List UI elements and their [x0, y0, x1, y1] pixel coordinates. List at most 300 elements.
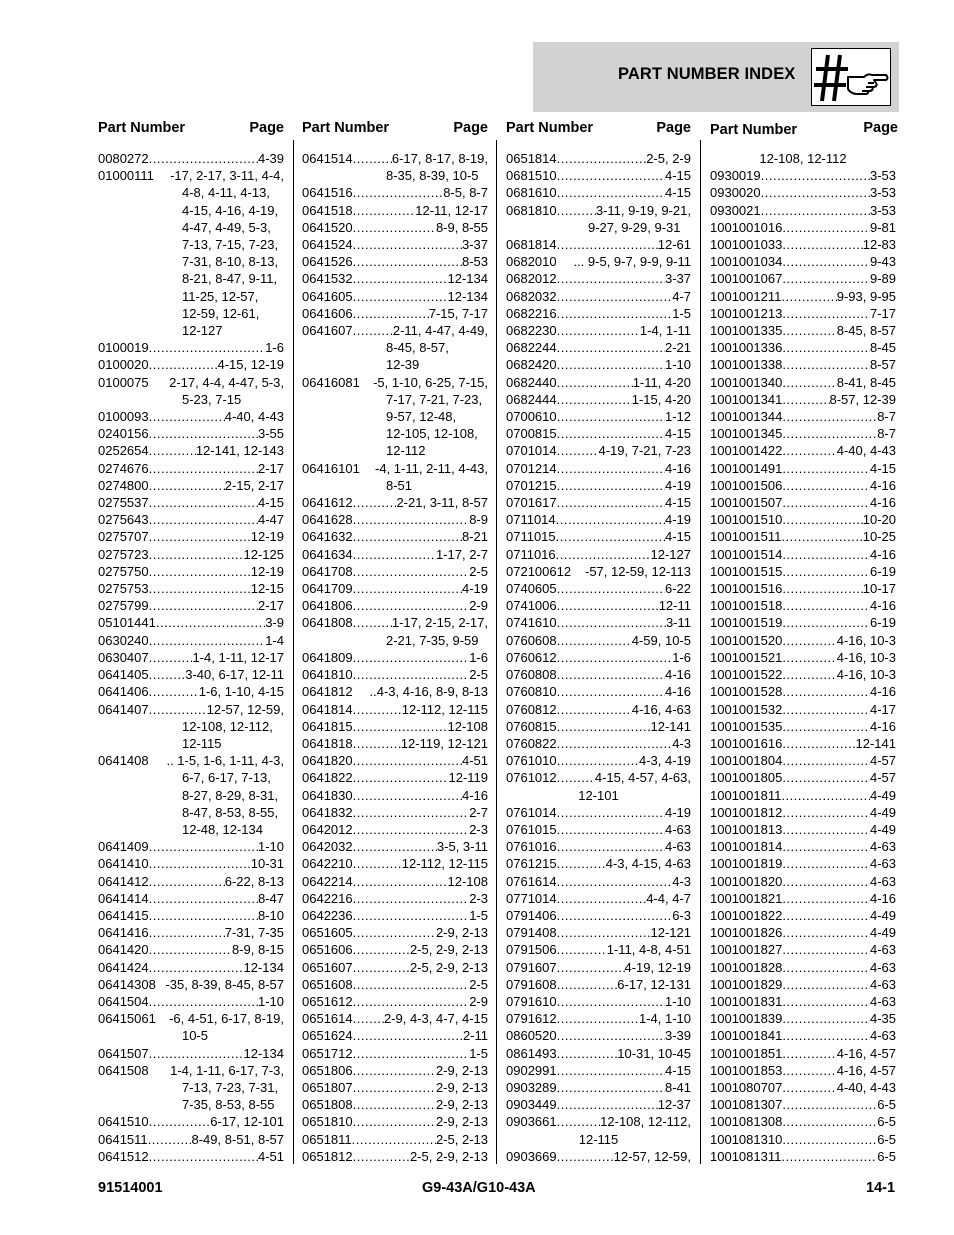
index-entry	[506, 563, 691, 580]
index-entry	[302, 184, 488, 201]
page-refs: 9-43	[869, 254, 896, 270]
dot-leader	[782, 941, 870, 958]
index-entry	[506, 976, 691, 993]
dot-leader	[781, 1148, 877, 1165]
part-number: 0641606	[302, 305, 353, 321]
page-refs: 1-15, 4-20	[631, 391, 691, 407]
part-number: 0791610	[506, 993, 557, 1009]
page-refs: 6-5	[877, 1114, 896, 1130]
dot-leader	[782, 666, 836, 683]
page-refs: 1-4	[265, 632, 284, 648]
page-refs: 2-9	[469, 598, 488, 614]
dot-leader	[557, 632, 632, 649]
dot-leader	[353, 821, 470, 838]
page-refs: 8-45	[869, 340, 896, 356]
index-column-4	[710, 120, 896, 1165]
part-number: 0741610	[506, 615, 557, 631]
index-entry	[710, 236, 896, 253]
index-entry	[506, 597, 691, 614]
dot-leader	[353, 941, 410, 958]
part-number: 0641412	[98, 873, 149, 889]
part-number: 0630240	[98, 632, 149, 648]
index-entry	[710, 1096, 896, 1113]
dot-leader	[782, 236, 862, 253]
index-entry	[710, 890, 896, 907]
index-entry	[98, 597, 284, 614]
index-entry	[506, 701, 691, 718]
dot-leader	[149, 477, 225, 494]
dot-leader	[557, 391, 632, 408]
dot-leader	[782, 339, 870, 356]
index-entry	[98, 1045, 284, 1062]
dot-leader	[782, 769, 870, 786]
part-number: 0681810	[506, 202, 557, 218]
page-refs: 3-9	[265, 615, 284, 631]
part-number: 0641607	[302, 323, 353, 339]
dot-leader	[557, 442, 599, 459]
part-number: 1001001532	[710, 701, 783, 717]
dot-leader	[557, 649, 673, 666]
page-refs: 12-121	[650, 925, 691, 941]
dot-leader	[353, 236, 462, 253]
part-number: 0641830	[302, 787, 353, 803]
dot-leader	[557, 202, 596, 219]
page-refs: 3-11, 9-19, 9-21,	[595, 202, 691, 218]
page-refs: 4-16	[664, 684, 691, 700]
index-entry	[302, 701, 488, 718]
dot-leader	[149, 666, 186, 683]
index-entry	[98, 855, 284, 872]
part-number: 1001001826	[710, 925, 783, 941]
part-number: 06415061	[98, 1011, 156, 1027]
dot-leader	[353, 219, 436, 236]
index-entry	[506, 477, 691, 494]
page-refs: 2-3	[469, 890, 488, 906]
index-entry	[98, 924, 284, 941]
index-entry	[506, 1096, 691, 1113]
index-entry	[98, 649, 284, 666]
page-refs: 4-3	[672, 873, 691, 889]
page-refs: -17, 2-17, 3-11, 4-4,	[170, 168, 284, 184]
part-number: 0791608	[506, 976, 557, 992]
dot-leader	[149, 442, 196, 459]
dot-leader	[557, 167, 665, 184]
dot-leader	[782, 632, 836, 649]
page-refs: 12-119, 12-121	[400, 735, 488, 751]
index-entry	[302, 1096, 488, 1113]
page-refs: 9-81	[869, 219, 896, 235]
part-number: 1001001853	[710, 1062, 783, 1078]
part-number: 1001001510	[710, 512, 783, 528]
part-number: 06414308	[98, 976, 156, 992]
dot-leader	[557, 494, 665, 511]
page-refs: 12-19	[250, 563, 284, 579]
page-refs: 4-19	[664, 804, 691, 820]
part-number: 0642236	[302, 907, 353, 923]
page-refs: 4-16	[664, 460, 691, 476]
dot-leader	[353, 924, 436, 941]
dot-leader	[557, 907, 673, 924]
dot-leader	[782, 1113, 877, 1130]
index-entry	[302, 1113, 488, 1130]
index-entry	[302, 873, 488, 890]
index-entry	[506, 184, 691, 201]
index-entry	[506, 356, 691, 373]
part-number: 1001001822	[710, 907, 783, 923]
index-entry	[98, 167, 284, 339]
page-refs-continued: 12-39	[386, 357, 420, 373]
dot-leader	[557, 1113, 601, 1130]
dot-leader	[557, 184, 665, 201]
part-number: 0860520	[506, 1028, 557, 1044]
index-entry	[710, 528, 896, 545]
page-refs: 4-16, 10-3	[836, 667, 896, 683]
part-number: 0641808	[302, 615, 353, 631]
dot-leader	[782, 322, 836, 339]
page-refs-continued: 12-48, 12-134	[182, 821, 263, 837]
dot-leader	[149, 1113, 211, 1130]
dot-leader	[353, 890, 470, 907]
page-refs: 1-10	[664, 357, 691, 373]
part-number: 0761614	[506, 873, 557, 889]
index-entry	[98, 408, 284, 425]
page-refs: 4-59, 10-5	[631, 632, 691, 648]
page-refs: 12-141	[855, 735, 896, 751]
part-number: 1001001519	[710, 615, 783, 631]
dot-leader	[782, 924, 870, 941]
index-entry	[710, 769, 896, 786]
index-entry	[710, 202, 896, 219]
part-number: 0682440	[506, 374, 557, 390]
page-refs: 4-15	[664, 426, 691, 442]
page-refs: 4-40, 4-43	[224, 409, 284, 425]
page-refs-continued: 12-112	[386, 443, 426, 459]
part-number: 0641820	[302, 753, 353, 769]
page-refs: 2-9	[469, 993, 488, 1009]
dot-leader	[557, 718, 651, 735]
page-header: Page	[863, 120, 898, 136]
page-refs: 8-41, 8-45	[836, 374, 896, 390]
index-entry	[710, 219, 896, 236]
column-header	[506, 120, 691, 150]
part-number: 0651812	[302, 1148, 353, 1164]
index-entry	[302, 150, 488, 184]
page-refs: 7-17	[869, 305, 896, 321]
dot-leader	[557, 941, 607, 958]
index-entry	[302, 202, 488, 219]
dot-leader	[782, 511, 862, 528]
index-entry	[506, 442, 691, 459]
dot-leader	[782, 270, 870, 287]
page-refs: 4-15	[664, 168, 691, 184]
part-number: 0651612	[302, 993, 353, 1009]
index-entry	[302, 890, 488, 907]
page-refs: 4-16, 10-3	[836, 649, 896, 665]
part-number: 1001080707	[710, 1079, 783, 1095]
page-refs: 1-11, 4-20	[632, 374, 691, 390]
index-entry	[98, 563, 284, 580]
page-refs: 2-5, 2-9, 2-13	[409, 1148, 488, 1164]
index-entry	[506, 167, 691, 184]
page-refs: 2-5	[469, 976, 488, 992]
dot-leader	[557, 270, 665, 287]
dot-leader	[782, 1131, 877, 1148]
dot-leader	[149, 528, 251, 545]
index-entry	[98, 666, 284, 683]
index-entry	[506, 1045, 691, 1062]
dot-leader	[353, 580, 462, 597]
page-refs-continued: 12-105, 12-108,	[386, 426, 478, 442]
part-number: 0760810	[506, 684, 557, 700]
dot-leader	[557, 1148, 614, 1165]
part-number: 1001001813	[710, 821, 783, 837]
dot-leader	[557, 1010, 639, 1027]
dot-leader	[761, 202, 870, 219]
dot-leader	[782, 305, 870, 322]
part-number: 0240156	[98, 426, 149, 442]
page-refs: 12-57, 12-59,	[613, 1148, 691, 1164]
footer-document-number: 91514001	[98, 1180, 163, 1196]
index-entry	[506, 735, 691, 752]
page-refs-continued: 4-15, 4-16, 4-19,	[182, 202, 279, 218]
dot-leader	[782, 1096, 877, 1113]
dot-leader	[149, 356, 218, 373]
part-number: 1001001805	[710, 770, 783, 786]
part-number: 1001001338	[710, 357, 783, 373]
index-entry	[506, 855, 691, 872]
part-number: 0760812	[506, 701, 557, 717]
index-entry	[506, 288, 691, 305]
part-number: 1001001812	[710, 804, 783, 820]
part-number: 0791612	[506, 1011, 557, 1027]
page-refs: 6-5	[877, 1131, 896, 1147]
part-number: 0275537	[98, 495, 149, 511]
page-refs: 4-63	[664, 821, 691, 837]
part-number: 0642210	[302, 856, 353, 872]
part-number: 1001001034	[710, 254, 783, 270]
dot-leader	[782, 855, 870, 872]
dot-leader	[149, 907, 258, 924]
part-number: 0651807	[302, 1079, 353, 1095]
part-number: 0651605	[302, 925, 353, 941]
index-entry	[98, 873, 284, 890]
page-refs: 2-11	[462, 1028, 488, 1044]
entry-list	[98, 150, 284, 1165]
part-number: 0761215	[506, 856, 557, 872]
part-number: 0740605	[506, 581, 557, 597]
page-refs: 9-93, 9-95	[836, 288, 896, 304]
part-number: 0641405	[98, 667, 149, 683]
index-entry	[302, 1079, 488, 1096]
index-entry	[302, 270, 488, 287]
dot-leader	[353, 511, 470, 528]
part-number: 0275799	[98, 598, 149, 614]
index-entry	[710, 873, 896, 890]
index-entry	[98, 1148, 284, 1165]
part-number: 1001001506	[710, 477, 783, 493]
page-refs: 2-9, 4-3, 4-7, 4-15	[383, 1011, 488, 1027]
page-refs: 12-134	[447, 271, 488, 287]
page-refs: -6, 4-51, 6-17, 8-19,	[169, 1011, 284, 1027]
index-entry	[710, 356, 896, 373]
index-entry	[710, 1131, 896, 1148]
part-number: 0641524	[302, 237, 353, 253]
page-refs: 1-5	[672, 305, 691, 321]
dot-leader	[556, 528, 665, 545]
part-number: 0651606	[302, 942, 353, 958]
dot-leader	[782, 890, 870, 907]
page-refs: 3-11	[665, 615, 691, 631]
part-number: 1001001340	[710, 374, 783, 390]
page-refs: ... 9-5, 9-7, 9-9, 9-11	[573, 254, 691, 270]
part-number: 1001001829	[710, 976, 783, 992]
dot-leader	[557, 1079, 665, 1096]
dot-leader	[353, 787, 462, 804]
index-entry	[506, 374, 691, 391]
dot-leader	[782, 804, 870, 821]
dot-leader	[782, 614, 870, 631]
page-refs: 4-63	[869, 856, 896, 872]
index-entry	[506, 993, 691, 1010]
page-refs: 6-22	[664, 581, 691, 597]
page-refs: 4-7	[672, 288, 691, 304]
dot-leader	[149, 873, 225, 890]
page-refs: 8-7	[877, 426, 896, 442]
part-number: 0700610	[506, 409, 557, 425]
index-entry	[506, 718, 691, 735]
part-number: 0641409	[98, 839, 149, 855]
page-refs-continued: 12-127	[182, 323, 223, 339]
index-entry	[302, 597, 488, 614]
part-number: 1001081307	[710, 1097, 783, 1113]
page-refs: 4-63	[869, 1028, 896, 1044]
part-number: 0761016	[506, 839, 557, 855]
dot-leader	[557, 924, 651, 941]
part-number: 0711016	[506, 546, 556, 562]
part-number: 0641628	[302, 512, 353, 528]
dot-leader	[353, 1027, 463, 1044]
dot-leader	[782, 752, 870, 769]
page-refs: 12-108	[447, 718, 488, 734]
index-entry	[506, 769, 691, 803]
index-entry	[506, 1027, 691, 1044]
index-entry	[710, 425, 896, 442]
part-number: 0760822	[506, 735, 557, 751]
dot-leader	[353, 735, 401, 752]
part-number: 0641605	[302, 288, 353, 304]
page-refs: 10-17	[862, 581, 896, 597]
dot-leader	[782, 838, 870, 855]
part-number: 0641420	[98, 942, 149, 958]
page-refs: 4-16	[664, 667, 691, 683]
page-refs: 4-15, 4-57, 4-63,	[594, 770, 691, 786]
page-refs-continued: 12-59, 12-61,	[182, 305, 260, 321]
index-entry	[98, 683, 284, 700]
part-number: 0682012	[506, 271, 557, 287]
part-number-header: Part Number	[302, 120, 390, 136]
dot-leader	[782, 993, 870, 1010]
part-number: 05101441	[98, 615, 156, 631]
index-entry	[98, 494, 284, 511]
page-refs: 1-4, 1-10	[638, 1011, 691, 1027]
index-entry	[302, 735, 488, 752]
index-entry	[506, 546, 691, 563]
dot-leader	[557, 804, 665, 821]
part-number: 0903669	[506, 1148, 557, 1164]
page-refs: 8-9, 8-15	[231, 942, 284, 958]
part-number: 0100075	[98, 374, 149, 390]
part-number: 1001001814	[710, 839, 783, 855]
page-refs: 12-37	[657, 1097, 691, 1113]
index-entry	[506, 460, 691, 477]
index-entry	[98, 460, 284, 477]
index-entry	[506, 425, 691, 442]
part-number: 0641532	[302, 271, 353, 287]
page-refs: 12-141, 12-143	[195, 443, 284, 459]
part-number: 0641809	[302, 649, 353, 665]
dot-leader	[156, 614, 265, 631]
page-refs: 4-49	[869, 804, 896, 820]
dot-leader	[557, 236, 658, 253]
index-entry	[710, 821, 896, 838]
page-title: PART NUMBER INDEX	[618, 65, 796, 83]
index-entry	[302, 305, 488, 322]
page-refs-continued: 7-13, 7-15, 7-23,	[182, 237, 279, 253]
index-entry	[302, 649, 488, 666]
index-entry	[710, 614, 896, 631]
dot-leader	[556, 511, 665, 528]
index-entry	[302, 683, 488, 700]
page-refs: 12-15	[250, 581, 284, 597]
page-refs: 4-39	[257, 151, 284, 166]
index-entry	[302, 838, 488, 855]
index-entry	[710, 477, 896, 494]
index-entry	[710, 391, 896, 408]
part-number: 0630407	[98, 649, 149, 665]
dot-leader	[353, 752, 462, 769]
index-entry	[302, 288, 488, 305]
dot-leader	[782, 408, 877, 425]
page-refs: 6-22, 8-13	[224, 873, 284, 889]
part-number: 1001001335	[710, 323, 783, 339]
page-refs: 8-53	[461, 254, 488, 270]
column-divider	[700, 140, 701, 1164]
part-number: 1001001821	[710, 890, 783, 906]
page-refs: 7-31, 7-35	[224, 925, 284, 941]
page-refs: 4-19, 7-21, 7-23	[598, 443, 691, 459]
page-header: Page	[453, 120, 488, 136]
page-refs: 4-16, 10-3	[836, 632, 896, 648]
index-entry	[98, 374, 284, 408]
page-refs: 8-57	[869, 357, 896, 373]
part-number: 0641406	[98, 684, 149, 700]
dot-leader	[353, 253, 462, 270]
part-number: 1001001841	[710, 1028, 783, 1044]
dot-leader	[149, 563, 251, 580]
part-number: 0791506	[506, 942, 557, 958]
page-refs: 3-53	[869, 168, 896, 184]
page-refs: 1-6	[265, 340, 284, 356]
dot-leader	[353, 769, 449, 786]
part-number: 1001081311	[710, 1148, 782, 1164]
part-number: 0682244	[506, 340, 557, 356]
index-column-3	[506, 120, 691, 1165]
index-entry	[302, 219, 488, 236]
page-refs: 2-7	[469, 804, 488, 820]
page-refs: 12-134	[447, 288, 488, 304]
part-number: 0700815	[506, 426, 557, 442]
part-number: 0651614	[302, 1011, 353, 1027]
